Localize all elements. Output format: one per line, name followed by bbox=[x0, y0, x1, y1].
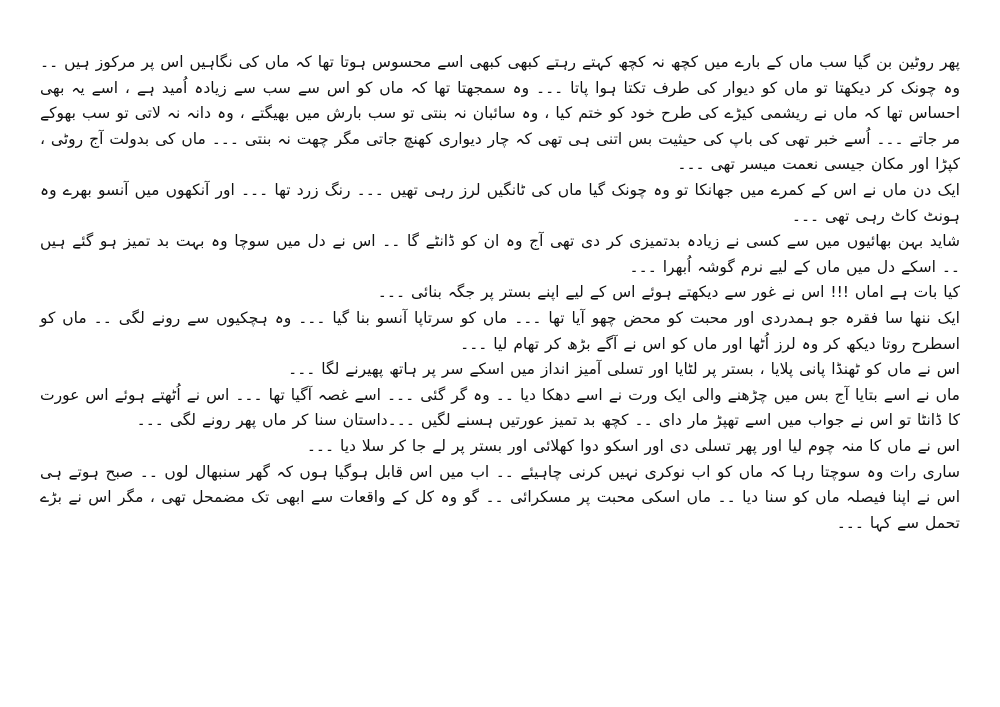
paragraph-siblings: شاید بہن بھائیوں میں سے کسی نے زیادہ بدتمیزی کر دی تھی آج وہ ان کو ڈانٹے گا ۔۔ اس نے دل میں سوچا وہ بہت بد تمیز ہو گئے ہیں ۔۔ اسکے دل میں ماں کے لیے نرم گوشہ اُبھرا ۔۔۔ bbox=[40, 232, 960, 276]
paragraph-tears: ایک ننھا سا فقرہ جو ہمدردی اور محبت کو محض چھو آیا تھا ۔۔۔ ماں کو سرتاپا آنسو بنا گیا ۔۔۔ وہ ہچکیوں سے رونے لگی ۔۔ ماں کو اسطرح روتا دیکھ کر وہ لرز اُٹھا اور ماں کو اس نے آگے بڑھ کر تھام لیا ۔۔۔ bbox=[40, 308, 960, 353]
paragraph-medicine: اس نے ماں کا منہ چوم لیا اور پھر تسلی دی اور اسکو دوا کھلائی اور بستر پر لے جا کر سلا دیا ۔۔۔ bbox=[306, 436, 960, 455]
paragraph-comfort: اس نے ماں کو ٹھنڈا پانی پلایا ، بستر پر لٹایا اور تسلی آمیز انداز میں اسکے سر پر ہاتھ پھیرنے لگا ۔۔۔ bbox=[288, 360, 960, 379]
paragraph-bus-story: ماں نے اسے بتایا آج بس میں چڑھنے والی ایک ورت نے اسے دھکا دیا ۔۔ وہ گر گئی ۔۔۔ اسے غصہ آگیا تھا ۔۔۔ اس نے اُٹھتے ہوئے اس عورت کا ڈانٹا تو اس نے جواب میں اسے تھپڑ مار دای ۔۔ کچھ بد تمیز عورتیں ہسنے لگیں ۔۔۔داستان سنا کر ماں پھر رونے لگی ۔۔۔ bbox=[40, 385, 960, 430]
paragraph-question: کیا بات ہے اماں !!! اس نے غور سے دیکھتے ہوئے اس کے لیے اپنے بستر پر جگہ بنائی ۔۔۔ bbox=[377, 283, 960, 302]
paragraph-routine: پھر روٹین بن گیا سب ماں کے بارے میں کچھ نہ کچھ کہتے رہتے کبھی کبھی اسے محسوس ہوتا تھا کہ ماں کی نگاہیں اس پر مرکوز ہیں ۔۔وہ چونک کر دیکھتا تو ماں کو دیوار کی طرف تکتا ہوا پاتا ۔۔۔ وہ سمجھتا تھا کہ ماں کو اس سے سب سے زیادہ اُمید ہے ، اسے یہ بھی احساس تھا کہ ماں نے ریشمی کیڑے کی طرح خود کو ختم کیا ، وہ سائبان نہ بنتی تو سب بارش میں بھیگتے ، وہ دانہ نہ لاتی تو سب بھوکے مر جاتے ۔۔۔ اُسے خبر تھی کی باپ کی حیثیت بس اتنی ہی تھی کہ چار دیواری کھنچ جاتی مگر چھت نہ بنتی ۔۔۔ ماں کی بدولت آج روٹی ، کپڑا اور مکان جیسی نعمت میسر تھی ۔۔۔ bbox=[40, 53, 960, 174]
paragraph-mother-enters: ایک دن ماں نے اس کے کمرے میں جھانکا تو وہ چونک گیا ماں کی ٹانگیں لرز رہی تھیں ۔۔۔ رنگ زرد تھا ۔۔۔ اور آنکھوں میں آنسو بھرے وہ ہونٹ کاٹ رہی تھی ۔۔۔ bbox=[40, 180, 960, 225]
paragraph-decision: ساری رات وہ سوچتا رہا کہ ماں کو اب نوکری نہیں کرنی چاہیئے ۔۔ اب میں اس قابل ہوگیا ہوں کہ گھر سنبھال لوں ۔۔ صبح ہوتے ہی اس نے اپنا فیصلہ ماں کو سنا دیا ۔۔ ماں اسکی محبت پر مسکرائی ۔۔ گو وہ کل کے واقعات سے ابھی تک مضمحل تھی ، مگر اس نے بڑے تحمل سے کہا ۔۔۔ bbox=[40, 462, 960, 532]
story-page bbox=[40, 50, 960, 536]
